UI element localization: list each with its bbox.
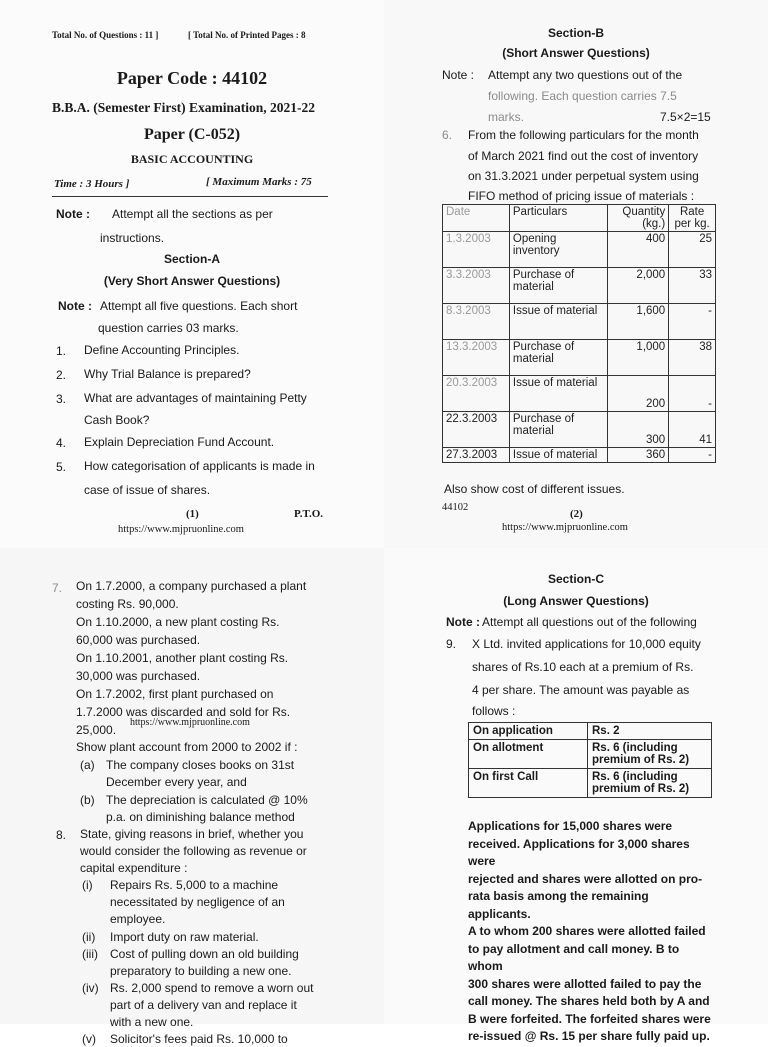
page-number-1: (1) <box>186 508 199 520</box>
table-header-row <box>443 205 716 232</box>
q8-part-ii-line-1: Import duty on raw material. <box>110 930 259 944</box>
table-cell-date: 27.3.2003 <box>443 448 510 463</box>
q6-line-2: of March 2021 find out the cost of inventory <box>468 149 699 163</box>
section-b-note-line-3: marks. <box>488 110 524 124</box>
q8-part-iii-line-1: Cost of pulling down an old building <box>110 947 299 961</box>
q8-part-iv-line-1: Rs. 2,000 spend to remove a worn out <box>110 981 314 995</box>
table-cell-particulars: Purchase of material <box>509 340 607 376</box>
section-a-note-2: question carries 03 marks. <box>98 321 239 335</box>
section-b-note-label: Note : <box>442 68 475 82</box>
q8-part-i-label: (i) <box>82 878 93 892</box>
url-inline[interactable]: https://www.mjpruonline.com <box>130 717 250 728</box>
table-row <box>443 376 716 412</box>
table-cell-qty: 300 <box>608 412 669 448</box>
table-cell-rate: 38 <box>669 340 716 376</box>
table-cell-qty: 360 <box>608 448 669 463</box>
q7-line-9: 25,000. <box>76 723 117 737</box>
table-header-particulars: Particulars <box>509 205 607 232</box>
q7-part-b-label: (b) <box>80 793 95 807</box>
q7-part-a-label: (a) <box>80 758 95 772</box>
schedule-value: Rs. 6 (including premium of Rs. 2) <box>588 769 712 798</box>
table-cell-qty: 200 <box>608 376 669 412</box>
table-row <box>443 448 716 463</box>
table-cell-rate: - <box>669 304 716 340</box>
table-cell-date: 3.3.2003 <box>443 268 510 304</box>
q8-part-ii-label: (ii) <box>82 930 96 944</box>
q3-text: What are advantages of maintaining Petty <box>84 391 307 405</box>
q8-part-v-label: (v) <box>82 1032 96 1046</box>
q7-part-a-line-2: December every year, and <box>106 775 247 789</box>
q5-number: 5. <box>56 460 67 474</box>
table-cell-particulars: Issue of material <box>509 304 607 340</box>
q7-line-3: On 1.10.2000, a new plant costing Rs. <box>76 615 280 629</box>
q3-number: 3. <box>56 392 67 406</box>
schedule-label: On allotment <box>469 740 588 769</box>
table-row <box>443 268 716 304</box>
note-label: Note : <box>56 207 90 221</box>
q7-line-2: costing Rs. 90,000. <box>76 597 179 611</box>
section-a-title: Section-A <box>163 252 220 266</box>
page-number-2: (2) <box>570 508 583 520</box>
url-page-2[interactable]: https://www.mjpruonline.com <box>502 522 628 533</box>
page-4 <box>384 548 768 1043</box>
page-1 <box>0 0 384 548</box>
q7-line-8: 1.7.2000 was discarded and sold for Rs. <box>76 705 291 719</box>
page-3 <box>0 548 384 1046</box>
schedule-label: On first Call <box>469 769 588 798</box>
q7-part-b-line-2: p.a. on diminishing balance method <box>106 810 295 824</box>
table-row <box>443 232 716 268</box>
q4-text: Explain Depreciation Fund Account. <box>84 435 275 449</box>
schedule-label: On application <box>469 723 588 740</box>
q1-number: 1. <box>56 344 67 358</box>
q6-number: 6. <box>442 128 453 142</box>
table-cell-date: 22.3.2003 <box>443 412 510 448</box>
q8-line-1: State, giving reasons in brief, whether you <box>80 827 304 841</box>
table-row <box>443 340 716 376</box>
paper-code: Paper Code : 44102 <box>116 68 268 88</box>
pto: P.T.O. <box>294 508 324 520</box>
q8-line-3: capital expenditure : <box>80 861 188 875</box>
q8-part-iv-line-3: with a new one. <box>110 1015 194 1029</box>
table-cell-qty: 1,000 <box>608 340 669 376</box>
table-cell-date: 8.3.2003 <box>443 304 510 340</box>
table-cell-date: 13.3.2003 <box>443 340 510 376</box>
section-b-subtitle: (Short Answer Questions) <box>502 46 650 60</box>
q9-line-2: shares of Rs.10 each at a premium of Rs. <box>472 660 694 674</box>
section-c-title: Section-C <box>547 572 604 586</box>
q8-part-i-line-2: necessitated by negligence of an <box>110 895 285 909</box>
table-cell-particulars: Purchase of material <box>509 412 607 448</box>
table-cell-rate: 25 <box>669 232 716 268</box>
table-cell-rate: - <box>669 376 716 412</box>
section-a-note: Attempt all five questions. Each short <box>100 299 298 313</box>
header-rule <box>52 196 328 197</box>
q2-number: 2. <box>56 368 67 382</box>
table-header-quantity: Quantity (kg.) <box>608 205 669 232</box>
table-header-date: Date <box>443 205 510 232</box>
q8-part-iv-line-2: part of a delivery van and replace it <box>110 998 297 1012</box>
paper-code-footer: 44102 <box>442 502 469 513</box>
q9-line-3: 4 per share. The amount was payable as <box>472 683 690 697</box>
q8-part-i-line-1: Repairs Rs. 5,000 to a machine <box>110 878 279 892</box>
exam-title: B.B.A. (Semester First) Examination, 2021-22 <box>52 100 315 115</box>
q8-part-v-line-1: Solicitor's fees paid Rs. 10,000 to <box>110 1032 288 1046</box>
section-c-note-label: Note : <box>446 615 480 629</box>
table-cell-particulars: Purchase of material <box>509 268 607 304</box>
section-c-note: Attempt all questions out of the following <box>482 615 697 629</box>
url-page-1[interactable]: https://www.mjpruonline.com <box>118 524 244 535</box>
q8-number: 8. <box>56 828 67 842</box>
subject: BASIC ACCOUNTING <box>130 152 254 166</box>
table-row <box>443 412 716 448</box>
table-cell-rate: 33 <box>669 268 716 304</box>
q8-part-iii-label: (iii) <box>82 947 98 961</box>
table-cell-qty: 1,600 <box>608 304 669 340</box>
q7-line-7: On 1.7.2002, first plant purchased on <box>76 687 274 701</box>
table-cell-rate: - <box>669 448 716 463</box>
q5-text-2: case of issue of shares. <box>84 483 211 497</box>
q4-number: 4. <box>56 436 67 450</box>
table-row <box>469 769 712 798</box>
schedule-value: Rs. 2 <box>588 723 712 740</box>
q8-line-2: would consider the following as revenue or <box>80 844 307 858</box>
q6-line-4: FIFO method of pricing issue of materials : <box>468 189 695 203</box>
table-cell-date: 1.3.2003 <box>443 232 510 268</box>
q7-show: Show plant account from 2000 to 2002 if : <box>76 740 298 754</box>
table-row <box>469 723 712 740</box>
max-marks: [ Maximum Marks : 75 <box>206 176 312 188</box>
q7-line-4: 60,000 was purchased. <box>76 633 201 647</box>
note-text-2: instructions. <box>100 231 165 245</box>
q7-line-6: 30,000 was purchased. <box>76 669 201 683</box>
q7-line-5: On 1.10.2001, another plant costing Rs. <box>76 651 289 665</box>
q6-line-3: on 31.3.2021 under perpetual system using <box>468 169 699 183</box>
total-questions: Total No. of Questions : 11 ] <box>52 30 159 40</box>
table-cell-qty: 400 <box>608 232 669 268</box>
q6-after-table: Also show cost of different issues. <box>444 482 625 496</box>
q3-text-2: Cash Book? <box>84 413 150 427</box>
q8-part-iii-line-2: preparatory to building a new one. <box>110 964 292 978</box>
q5-text: How categorisation of applicants is made in <box>84 459 315 473</box>
q9-line-4: follows : <box>472 704 516 718</box>
q2-text: Why Trial Balance is prepared? <box>84 367 251 381</box>
section-b-note-line-2: following. Each question carries 7.5 <box>488 89 677 103</box>
q1-text: Define Accounting Principles. <box>84 343 240 357</box>
section-a-subtitle: (Very Short Answer Questions) <box>103 274 281 288</box>
q7-number: 7. <box>52 581 63 595</box>
inventory-table <box>442 204 716 463</box>
page-2 <box>384 0 768 548</box>
q9-body: Applications for 15,000 shares were received. Applications for 3,000 shares were rejected and shares were allotted on pro- rata basis among the remaining applicants. A to whom 200 shares were allotted failed to pay allotment and call money. B to whom 300 shares were allotted failed to pay the call money. The shares held both by A and B were forfeited. The forfeited shares were re-issued @ Rs. 15 per share fully paid up. <box>468 819 711 1043</box>
q7-part-a-line-1: The company closes books on 31st <box>106 758 295 772</box>
note-text: Attempt all the sections as per <box>112 207 273 221</box>
q6-line-1: From the following particulars for the month <box>468 128 699 142</box>
section-a-note-label: Note : <box>58 299 92 313</box>
section-b-title: Section-B <box>547 26 604 40</box>
table-header-rate: Rate per kg. <box>669 205 716 232</box>
table-cell-qty: 2,000 <box>608 268 669 304</box>
section-b-note-line-1: Attempt any two questions out of the <box>488 68 683 82</box>
q9-line-1: X Ltd. invited applications for 10,000 equity <box>472 637 701 651</box>
q7-part-b-line-1: The depreciation is calculated @ 10% <box>106 793 308 807</box>
total-pages: [ Total No. of Printed Pages : 8 <box>188 30 306 40</box>
schedule-value: Rs. 6 (including premium of Rs. 2) <box>588 740 712 769</box>
paper-number: Paper (C-052) <box>143 126 241 143</box>
q8-part-iv-label: (iv) <box>82 981 99 995</box>
section-b-marks: 7.5×2=15 <box>660 110 711 124</box>
table-row <box>469 740 712 769</box>
table-cell-rate: 41 <box>669 412 716 448</box>
time: Time : 3 Hours ] <box>54 178 130 190</box>
table-cell-date: 20.3.2003 <box>443 376 510 412</box>
q7-line-1: On 1.7.2000, a company purchased a plant <box>76 579 307 593</box>
table-cell-particulars: Issue of material <box>509 448 607 463</box>
payment-schedule-table <box>468 722 712 798</box>
q8-part-i-line-3: employee. <box>110 912 166 926</box>
table-cell-particulars: Issue of material <box>509 376 607 412</box>
table-row <box>443 304 716 340</box>
section-c-subtitle: (Long Answer Questions) <box>503 594 649 608</box>
q9-number: 9. <box>446 637 457 651</box>
table-cell-particulars: Opening inventory <box>509 232 607 268</box>
